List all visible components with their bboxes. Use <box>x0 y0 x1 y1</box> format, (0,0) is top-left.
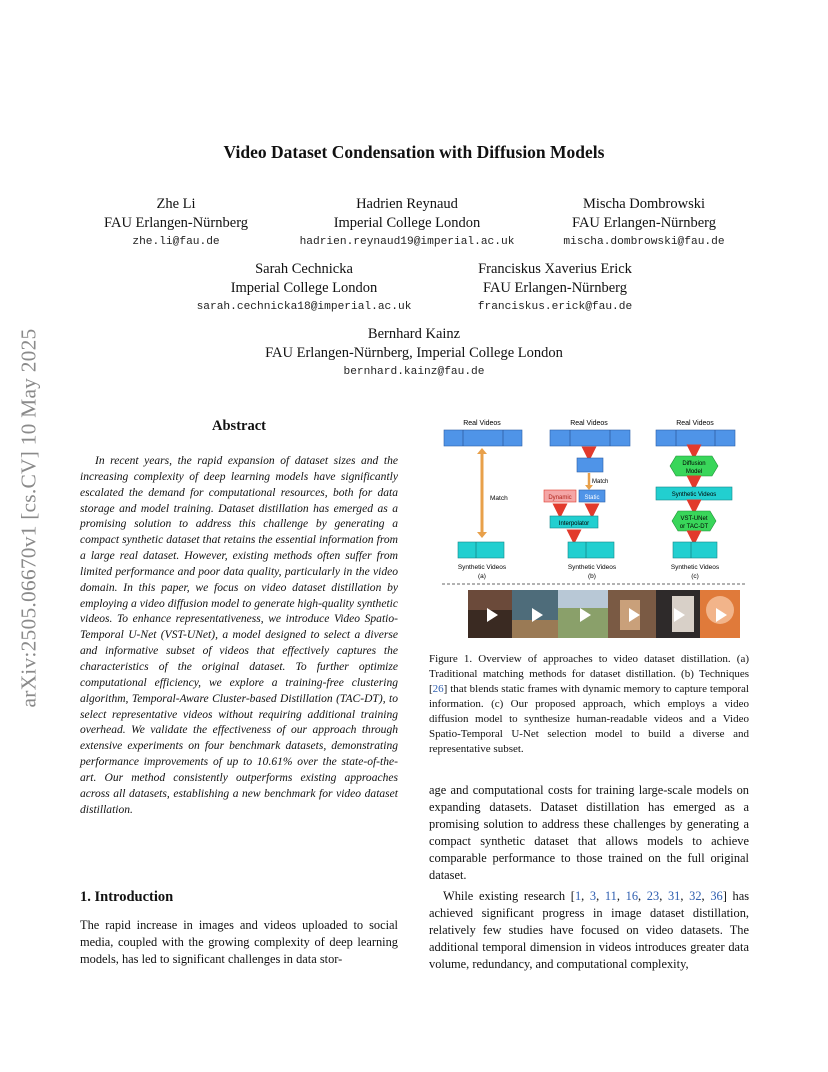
panel-a-label: (a) <box>478 573 486 580</box>
author-name: Mischa Dombrowski <box>582 196 706 212</box>
author-4 <box>197 260 412 313</box>
author-affiliation: Imperial College London <box>333 215 481 231</box>
author-email: mischa.dombrowski@fau.de <box>563 236 725 248</box>
author-3 <box>563 195 724 248</box>
author-name: Franciskus Xaverius Erick <box>478 261 632 277</box>
author-name: Sarah Cechnicka <box>255 261 353 277</box>
synthetic-videos-bar <box>568 542 614 558</box>
synthetic-videos-label: Synthetic Videos <box>567 564 617 571</box>
panel-b-label: (b) <box>588 573 596 580</box>
paragraph-text: ] has achieved significant progress in image dataset distillation, relatively few studies have focused on video datasets. The additional temporal dimension in videos introduces greater data volume, redundancy, and computational complexity, <box>429 889 750 971</box>
dynamic-label: Dynamic <box>548 495 572 501</box>
abstract-body <box>80 454 398 818</box>
panel-c <box>656 420 735 580</box>
caption-text-a: Figure 1. Overview of approaches to video dataset distillation. (a) Traditional matching methods for dataset distillation. (b) Techniques [ <box>429 653 749 695</box>
author-5 <box>478 260 632 313</box>
diffusion-label-1: Diffusion <box>682 461 706 467</box>
author-name: Zhe Li <box>156 196 196 212</box>
author-affiliation: FAU Erlangen-Nürnberg <box>103 215 249 231</box>
video-thumbnail-strip <box>468 590 740 638</box>
synthetic-videos-label: Synthetic Videos <box>671 492 717 498</box>
intro-paragraph-2: While existing research [1, 3, 11, 16, 23, 31, 32, 36] has achieved significant progress in image dataset distillation, relatively few studies have focused on video datasets. The additional temporal dimension in videos introduces greater data volume, redundancy, and computational complexity, <box>429 889 750 971</box>
synthetic-videos-bar <box>458 542 504 558</box>
static-label: Static <box>584 495 600 501</box>
citation-link[interactable]: 36 <box>710 889 723 903</box>
citation-link[interactable]: 32 <box>689 889 702 903</box>
author-email: sarah.cechnicka18@imperial.ac.uk <box>196 301 412 313</box>
paragraph-text: While existing research [ <box>443 889 575 903</box>
panel-b <box>544 420 630 580</box>
author-1 <box>104 195 248 248</box>
author-name: Hadrien Reynaud <box>356 196 458 212</box>
synthetic-videos-label: Synthetic Videos <box>457 564 507 571</box>
author-affiliation: FAU Erlangen-Nürnberg <box>571 215 717 231</box>
author-email: zhe.li@fau.de <box>132 236 220 248</box>
real-videos-bar <box>444 430 522 446</box>
arxiv-stamp <box>12 278 46 758</box>
caption-text-b: ] that blends static frames with dynamic memory to capture temporal information. (c) Our proposed approach, which employs a video diffusion model to synthesize human-readable videos and a Video Spatio-Temporal U-Net selection model to build a diverse and representative subset. <box>429 683 749 755</box>
real-videos-bar <box>550 430 630 446</box>
author-name: Bernhard Kainz <box>367 326 461 342</box>
interpolator-label: Interpolator <box>558 521 590 527</box>
real-videos-label: Real Videos <box>463 420 501 427</box>
author-affiliation: FAU Erlangen-Nürnberg, Imperial College London <box>265 345 563 361</box>
figure-1 <box>440 410 750 642</box>
author-6 <box>265 325 563 378</box>
real-videos-label: Real Videos <box>570 420 608 427</box>
citation-link[interactable]: 16 <box>625 889 639 903</box>
abstract-text: In recent years, the rapid expansion of dataset sizes and the increasing complexity of deep learning models have significantly escalated the demand for computational resources, both for data storage and model training. Dataset distillation has emerged as a promising solution to address this challenge by generating a compact synthetic dataset that retains the essential information from a large real dataset. However, existing methods often suffer from limited performance and poor data quality, particularly in the video domain. In this paper, we focus on video dataset distillation by employing a video diffusion model to generate high-quality synthetic videos. To enhance representativeness, we introduce Video Spatio-Temporal U-Net (VST-UNet), a model designed to select a diverse and informative subset of videos that effectively captures the characteristics of the original dataset. To further optimize computational efficiency, we explore a training-free clustering algorithm, Temporal-Aware Cluster-based Distillation (TAC-DT), to select representative videos without requiring additional training overhead. We validate the effectiveness of our approach through extensive experiments on four benchmark datasets, demonstrating performance improvements of up to 10.61% over the state-of-the-art. Our method consistently outperforms existing approaches across all datasets, establishing a new benchmark for video dataset distillation. <box>80 455 398 816</box>
author-email: bernhard.kainz@fau.de <box>343 366 485 378</box>
author-email: franciskus.erick@fau.de <box>477 301 633 313</box>
intro-left-column <box>80 917 398 968</box>
citation-link[interactable]: 23 <box>646 889 660 903</box>
synthetic-videos-label: Synthetic Videos <box>670 564 720 571</box>
intro-right-column <box>429 782 749 973</box>
synthetic-videos-bar <box>673 542 717 558</box>
intro-paragraph: age and computational costs for training large-scale models on expanding datasets. Dataset distillation has emerged as a promising solution to address these challenges by generating a compact synthetic dataset that allows models to achieve comparable performance to those trained on the full original dataset. <box>429 783 749 882</box>
real-videos-label: Real Videos <box>676 420 714 427</box>
abstract-heading: Abstract <box>212 418 266 434</box>
vst-label-2: or TAC-DT <box>679 524 709 530</box>
arxiv-id: arXiv:2505.06670v1 [cs.CV] 10 May 2025 <box>16 328 41 708</box>
figure-caption <box>429 652 749 757</box>
diffusion-label-2: Model <box>685 469 703 475</box>
intro-heading: 1. Introduction <box>80 889 174 905</box>
intro-paragraph: The rapid increase in images and videos uploaded to social media, coupled with the growing complexity of deep learning models, has led to significant challenges in data stor- <box>80 918 398 966</box>
citation-link[interactable]: 3 <box>589 889 597 903</box>
panel-c-label: (c) <box>691 573 699 580</box>
author-affiliation: FAU Erlangen-Nürnberg <box>482 280 628 296</box>
real-videos-bar <box>656 430 735 446</box>
memory-block <box>577 458 603 472</box>
vst-label-1: VST-UNet <box>680 516 708 522</box>
author-affiliation: Imperial College London <box>230 280 378 296</box>
author-email: hadrien.reynaud19@imperial.ac.uk <box>299 236 515 248</box>
citation-link[interactable]: 31 <box>667 889 681 903</box>
match-label: Match <box>490 495 508 502</box>
citation-link[interactable]: 26 <box>432 683 444 695</box>
citation-link[interactable]: 11 <box>604 889 617 903</box>
match-label: Match <box>592 479 609 485</box>
citation-link[interactable]: 1 <box>574 889 582 903</box>
paper-title: Video Dataset Condensation with Diffusion Models <box>223 142 605 162</box>
author-2 <box>300 195 515 248</box>
panel-a <box>444 420 522 580</box>
